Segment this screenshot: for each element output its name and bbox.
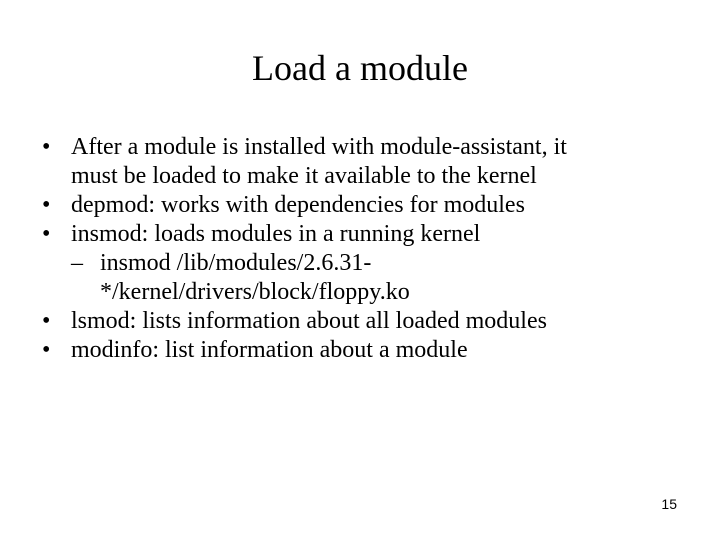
- bullet-text-line: modinfo: list information about a module: [71, 337, 468, 363]
- bullet-item-modinfo: [42, 336, 682, 365]
- bullet-item-depmod: [42, 191, 682, 220]
- bullet-marker: •: [42, 221, 51, 247]
- sub-bullet-text-line: */kernel/drivers/block/floppy.ko: [100, 279, 410, 305]
- slide-title: Load a module: [252, 48, 468, 88]
- page-number: 15: [661, 496, 677, 512]
- bullet-list: [42, 133, 682, 365]
- bullet-marker: •: [42, 308, 51, 334]
- bullet-text-line: lsmod: lists information about all loaded modules: [71, 308, 547, 334]
- bullet-text-line: insmod: loads modules in a running kernel: [71, 221, 481, 247]
- bullet-item-lsmod: [42, 307, 682, 336]
- bullet-marker: •: [42, 337, 51, 363]
- bullet-text-line: After a module is installed with module-assistant, it: [71, 134, 567, 160]
- bullet-item-insmod: [42, 220, 682, 249]
- bullet-marker: •: [42, 134, 51, 160]
- bullet-item-module-assistant: [42, 133, 682, 191]
- sub-bullet-text-line: insmod /lib/modules/2.6.31-: [100, 250, 372, 276]
- bullet-text-line: must be loaded to make it available to the kernel: [71, 163, 537, 189]
- bullet-text-line: depmod: works with dependencies for modules: [71, 192, 525, 218]
- bullet-marker: •: [42, 192, 51, 218]
- sub-bullet-insmod-example: [42, 249, 682, 307]
- sub-bullet-marker: –: [71, 250, 83, 276]
